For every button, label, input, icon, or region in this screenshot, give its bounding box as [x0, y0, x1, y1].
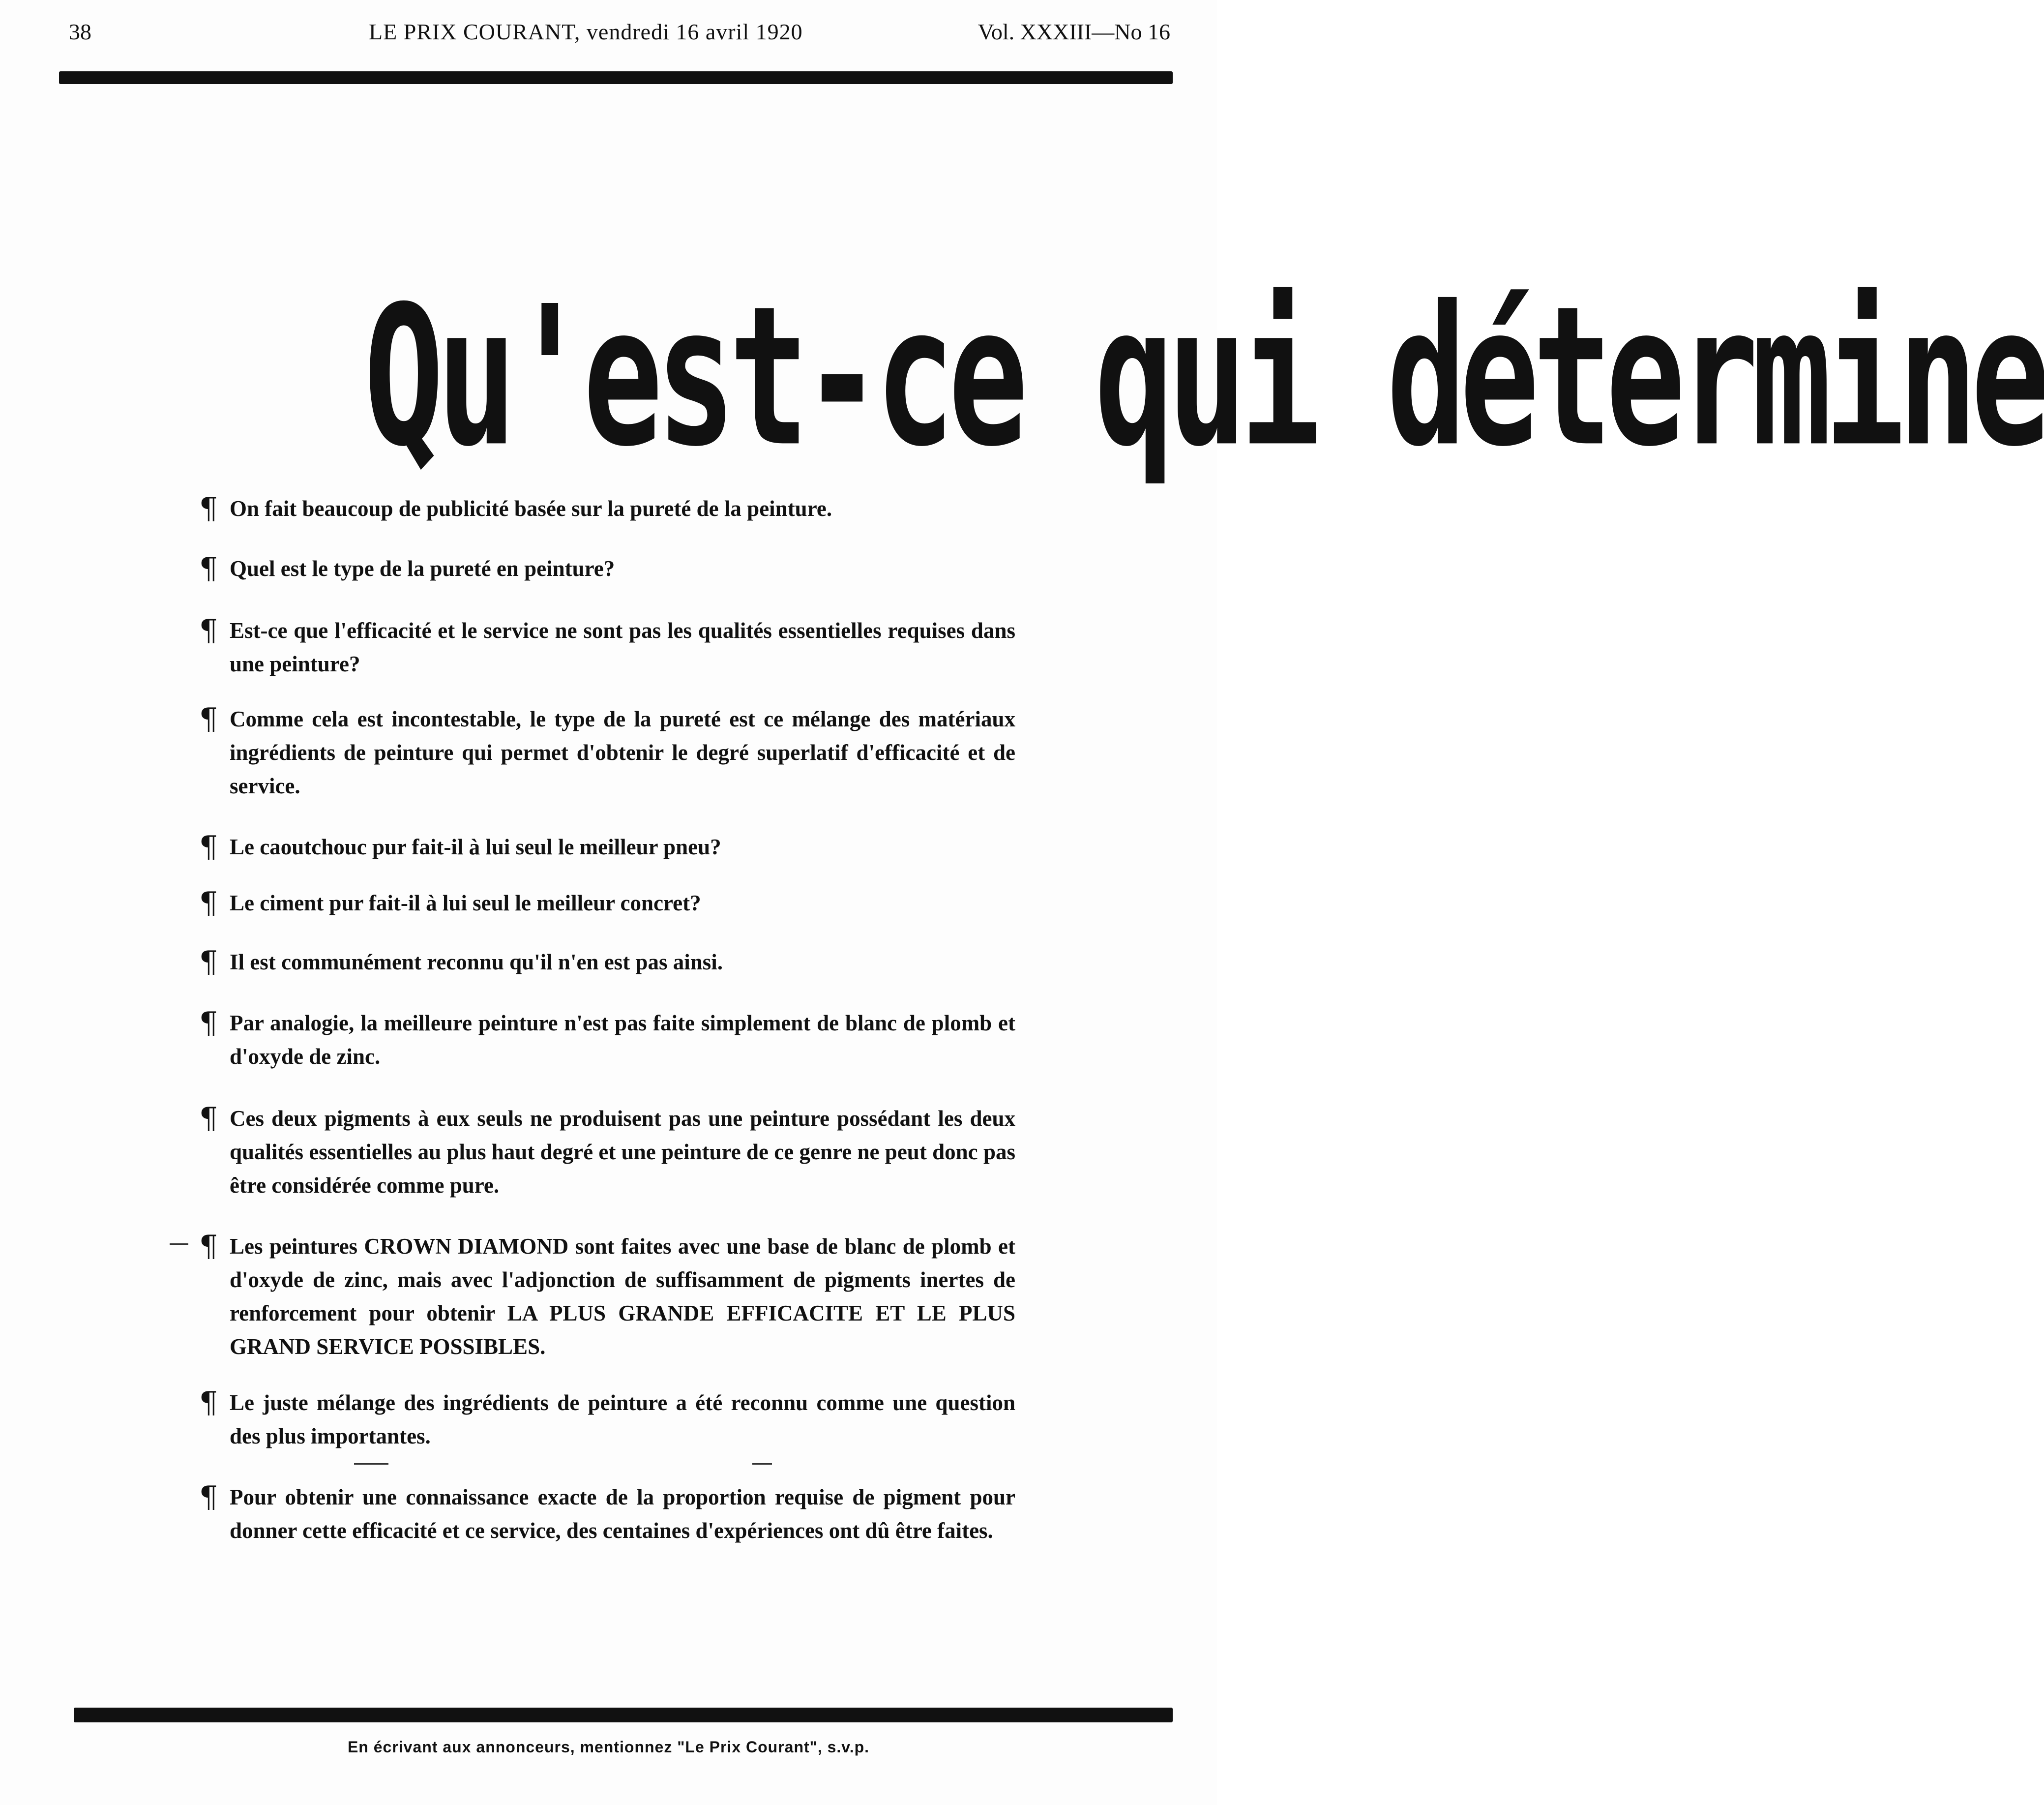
paragraph [199, 1386, 1015, 1453]
paragraph [199, 830, 1015, 864]
paragraph [199, 1006, 1015, 1073]
footer-notice: En écrivant aux annonceurs, mentionnez "Le Prix Courant", s.v.p. [347, 1738, 870, 1756]
paragraph-mark-icon: ¶ [199, 1229, 218, 1264]
paragraph-mark-icon: ¶ [199, 551, 218, 586]
paragraph-text: Comme cela est incontestable, le type de la pureté est ce mélange des matériaux ingrédients de peinture qui permet d'obtenir le degré superlatif d'efficacité et de service. [230, 707, 1015, 798]
paragraph-text: Pour obtenir une connaissance exacte de la proportion requise de pigment pour donner cette efficacité et ce service, des centaines d'expériences ont dû être faites. [230, 1485, 1015, 1543]
paragraph [199, 1480, 1015, 1547]
paragraph [199, 614, 1015, 681]
paragraph-mark-icon: ¶ [199, 886, 218, 920]
paragraph [199, 886, 1015, 920]
paragraph [199, 492, 1015, 525]
paragraph-mark-icon: ¶ [199, 830, 218, 864]
paragraph [199, 702, 1015, 803]
paragraph-mark-icon: ¶ [199, 491, 218, 526]
stray-dash [354, 1463, 388, 1465]
headline: Qu'est-ce qui détermine [364, 264, 2044, 489]
masthead: LE PRIX COURANT, vendredi 16 avril 1920 [369, 19, 803, 44]
paragraph-text: Quel est le type de la pureté en peinture? [230, 556, 615, 581]
paragraph-text: On fait beaucoup de publicité basée sur la pureté de la peinture. [230, 496, 832, 521]
paragraph [199, 552, 1015, 585]
paragraph [199, 945, 1015, 979]
volume-number: Vol. XXXIII—No 16 [978, 19, 1170, 44]
paragraph-mark-icon: ¶ [199, 945, 218, 979]
paragraph-mark-icon: ¶ [199, 1385, 218, 1420]
paragraph [199, 1102, 1015, 1202]
stray-dash [170, 1243, 188, 1245]
paragraph-text: Les peintures CROWN DIAMOND sont faites avec une base de blanc de plomb et d'oxyde de zinc, mais avec l'adjonction de suffisamment de pigments inertes de renforcement pour obtenir LA PLUS GRANDE EFFICACITE ET LE PLUS GRAND SERVICE POSSIBLES. [230, 1234, 1015, 1359]
top-rule [59, 71, 1173, 84]
paragraph-mark-icon: ¶ [199, 613, 218, 648]
page-header [69, 14, 1170, 53]
paragraph-mark-icon: ¶ [199, 702, 218, 736]
page-number: 38 [69, 19, 91, 44]
paragraph-text: Le ciment pur fait-il à lui seul le meilleur concret? [230, 891, 701, 915]
paragraph-mark-icon: ¶ [199, 1101, 218, 1136]
paragraph-text: Il est communément reconnu qu'il n'en est pas ainsi. [230, 950, 723, 974]
paragraph-mark-icon: ¶ [199, 1006, 218, 1040]
paragraph-mark-icon: ¶ [199, 1480, 218, 1514]
paragraph-text: Le caoutchouc pur fait-il à lui seul le meilleur pneu? [230, 835, 721, 859]
paragraph-text: Le juste mélange des ingrédients de peinture a été reconnu comme une question des plus importantes. [230, 1390, 1015, 1448]
bottom-rule [74, 1708, 1173, 1722]
stray-dash [752, 1463, 772, 1465]
paragraph [199, 1230, 1015, 1363]
paragraph-text: Par analogie, la meilleure peinture n'est pas faite simplement de blanc de plomb et d'oxyde de zinc. [230, 1011, 1015, 1069]
paragraph-text: Ces deux pigments à eux seuls ne produisent pas une peinture possédant les deux qualités essentielles au plus haut degré et une peinture de ce genre ne peut donc pas être considérée comme pure. [230, 1106, 1015, 1198]
paragraph-text: Est-ce que l'efficacité et le service ne sont pas les qualités essentielles requises dans une peinture? [230, 618, 1015, 676]
